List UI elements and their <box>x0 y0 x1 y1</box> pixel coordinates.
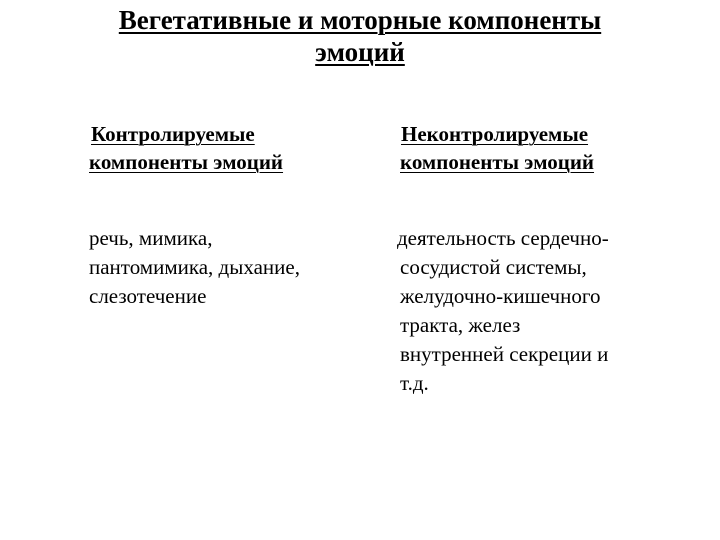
page-title-line-1: Вегетативные и моторные компоненты <box>118 5 602 35</box>
list-line: речь, мимика, <box>89 226 213 250</box>
controlled-components-list <box>89 224 300 311</box>
uncontrolled-components-list <box>397 224 609 398</box>
list-line: деятельность сердечно- <box>397 226 609 250</box>
controlled-components-column <box>89 120 359 308</box>
list-line: сосудистой системы, <box>400 255 587 279</box>
controlled-components-heading <box>89 120 359 176</box>
list-line: желудочно-кишечного <box>400 284 601 308</box>
uncontrolled-components-column <box>397 120 667 395</box>
list-line: пантомимика, дыхание, <box>89 255 300 279</box>
list-line: слезотечение <box>89 284 207 308</box>
heading-line: компоненты эмоций <box>400 150 595 174</box>
heading-line: Неконтролируемые <box>401 122 589 146</box>
list-line: т.д. <box>400 371 429 395</box>
page-title <box>60 4 660 68</box>
heading-line: компоненты эмоций <box>89 150 284 174</box>
list-line: тракта, желез <box>400 313 521 337</box>
uncontrolled-components-heading <box>397 120 667 176</box>
heading-line: Контролируемые <box>91 122 255 146</box>
list-line: внутренней секреции и <box>400 342 609 366</box>
page-title-line-2: эмоций <box>315 37 405 67</box>
